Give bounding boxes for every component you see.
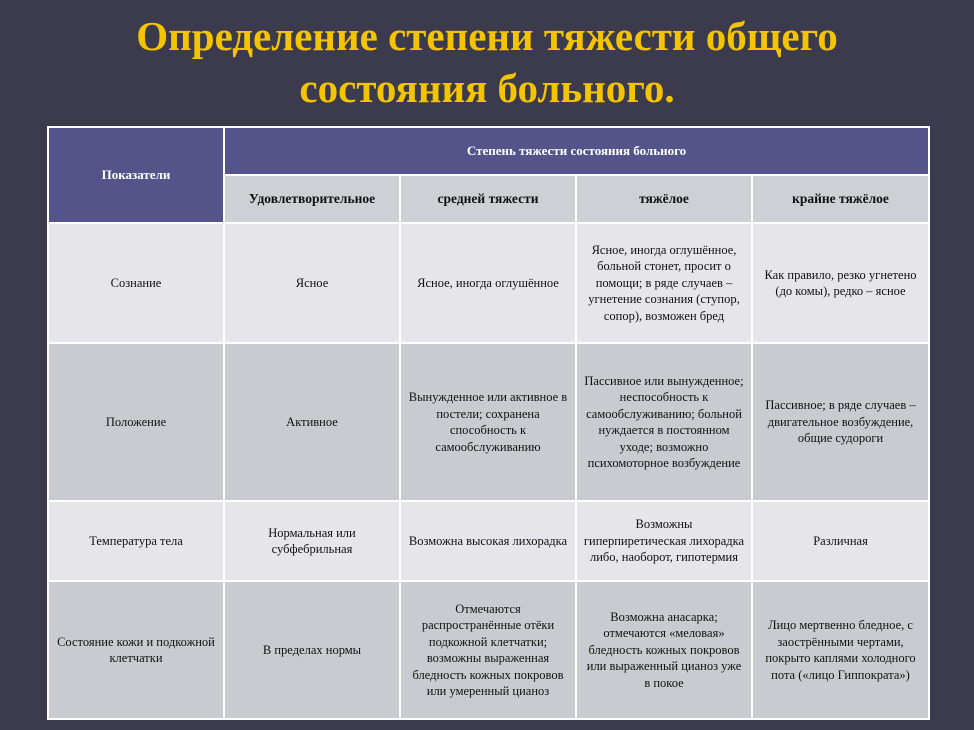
table-cell: Как правило, резко угнетено (до комы), редко – ясное xyxy=(752,223,929,343)
row-label-consciousness: Сознание xyxy=(48,223,224,343)
row-label-temperature: Температура тела xyxy=(48,501,224,581)
column-header-extremely-severe: крайне тяжёлое xyxy=(752,175,929,223)
header-indicators: Показатели xyxy=(48,127,224,223)
table-cell: В пределах нормы xyxy=(224,581,400,719)
table-cell: Нормальная или субфебрильная xyxy=(224,501,400,581)
table-cell: Отмечаются распространённые отёки подкожной клетчатки; возможны выраженная бледность кожных покровов или умеренный цианоз xyxy=(400,581,576,719)
table-cell: Активное xyxy=(224,343,400,501)
table-cell: Лицо мертвенно бледное, с заострёнными чертами, покрыто каплями холодного пота («лицо Гиппократа») xyxy=(752,581,929,719)
severity-table xyxy=(47,126,930,720)
slide-title-line-2: состояния больного. xyxy=(299,65,675,111)
column-header-moderate: средней тяжести xyxy=(400,175,576,223)
table-cell: Пассивное; в ряде случаев – двигательное возбуждение, общие судороги xyxy=(752,343,929,501)
row-label-skin: Состояние кожи и подкожной клетчатки xyxy=(48,581,224,719)
table-row-skin xyxy=(48,581,929,719)
table-cell: Ясное xyxy=(224,223,400,343)
table-cell: Различная xyxy=(752,501,929,581)
column-header-severe: тяжёлое xyxy=(576,175,752,223)
table-row-temperature xyxy=(48,501,929,581)
table-cell: Возможна высокая лихорадка xyxy=(400,501,576,581)
table-cell: Ясное, иногда оглушённое xyxy=(400,223,576,343)
table-row-consciousness xyxy=(48,223,929,343)
row-label-position: Положение xyxy=(48,343,224,501)
slide-title-line-1: Определение степени тяжести общего xyxy=(136,13,838,59)
table-cell: Пассивное или вынужденное; неспособность к самообслуживанию; больной нуждается в постоянном уходе; возможно психомоторное возбуждение xyxy=(576,343,752,501)
table-row-position xyxy=(48,343,929,501)
header-severity-group: Степень тяжести состояния больного xyxy=(224,127,929,175)
table-header-row-1 xyxy=(48,127,929,175)
table-cell: Возможны гиперпиретическая лихорадка либо, наоборот, гипотермия xyxy=(576,501,752,581)
slide-title xyxy=(0,10,974,114)
table-cell: Возможна анасарка; отмечаются «меловая» бледность кожных покровов или выраженный цианоз уже в покое xyxy=(576,581,752,719)
table-cell: Ясное, иногда оглушённое, больной стонет, просит о помощи; в ряде случаев – угнетение сознания (ступор, сопор), возможен бред xyxy=(576,223,752,343)
table-cell: Вынужденное или активное в постели; сохранена способность к самообслуживанию xyxy=(400,343,576,501)
column-header-satisfactory: Удовлетворительное xyxy=(224,175,400,223)
